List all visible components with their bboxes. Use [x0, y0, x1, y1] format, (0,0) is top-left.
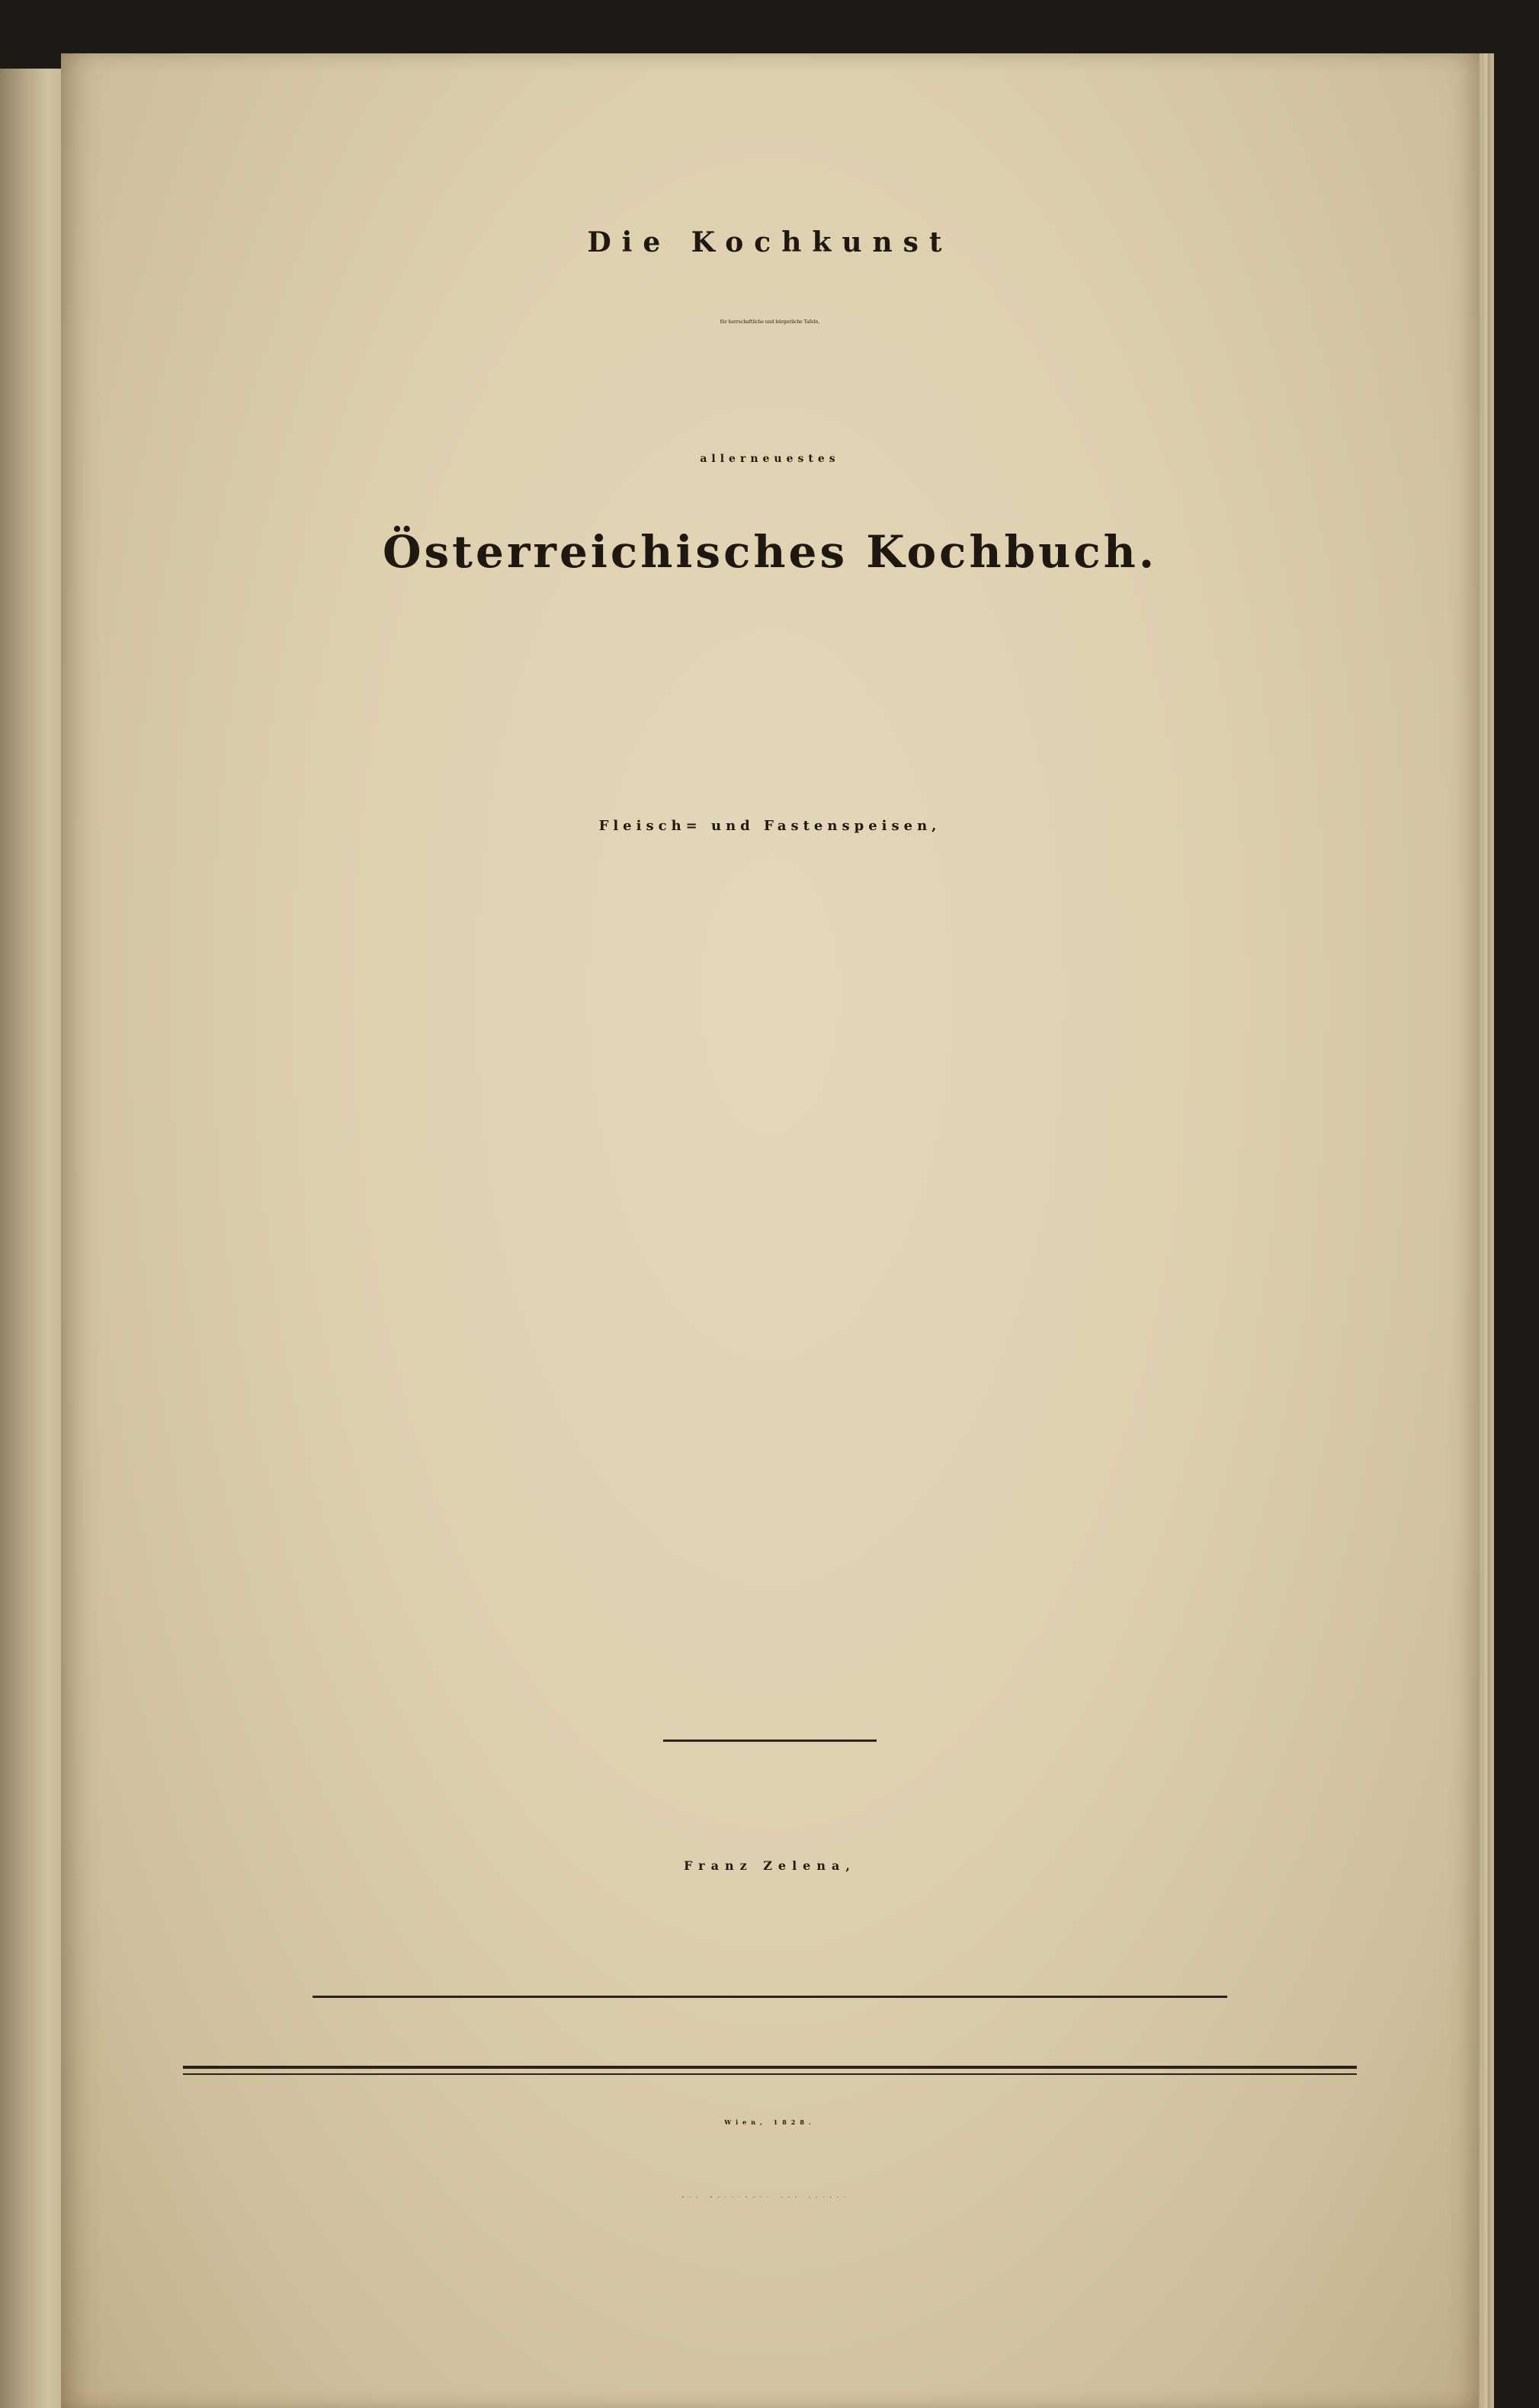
publisher: Bey Mörschner und Jasper.: [681, 2197, 858, 2198]
main-title: Die Kochkunst: [587, 226, 953, 258]
title-page-content: [61, 53, 1479, 2408]
left-page-edge: [0, 69, 69, 2408]
title-page: [61, 53, 1479, 2408]
alternative-title-1: allerneuestes: [700, 453, 840, 465]
subtitle: für herrschaftliche und bürgerliche Tafeln,: [720, 319, 820, 325]
double-rule-bottom: [183, 2073, 1357, 2075]
double-rule-top: [183, 2066, 1357, 2069]
alternative-title-2: Österreichisches Kochbuch.: [382, 526, 1158, 578]
body-line-3: Fleisch= und Fastenspeisen,: [598, 818, 941, 834]
author-name: Franz Zelena,: [684, 1858, 856, 1873]
rule-above-plates: [313, 1996, 1227, 1998]
separator-short: [663, 1739, 877, 1742]
city-year: Wien, 1828.: [724, 2118, 816, 2126]
